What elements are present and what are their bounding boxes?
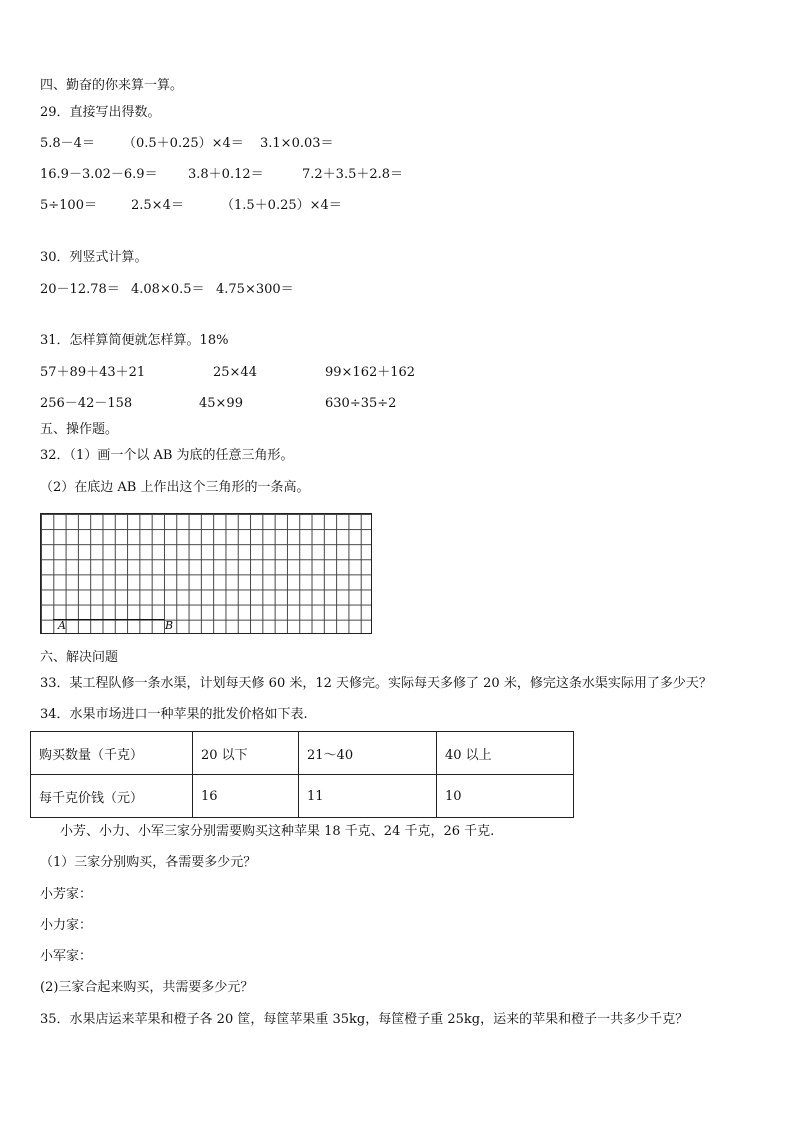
- question-32-part2: （2）在底边 AB 上作出这个三角形的一条高。: [40, 480, 310, 495]
- calc-item: 7.2＋3.5＋2.8＝: [302, 167, 404, 182]
- table-cell: 21～40: [299, 732, 437, 775]
- question-30-title: 30．列竖式计算。: [40, 250, 148, 265]
- question-32-part1: 32．（1）画一个以 AB 为底的任意三角形。: [40, 448, 294, 463]
- question-34-sub2: (2)三家合起来购买，共需要多少元？: [40, 980, 254, 995]
- section-heading-6: 六、解决问题: [40, 650, 119, 665]
- calc-item: 45×99: [199, 396, 243, 411]
- table-row: [31, 732, 574, 775]
- calc-item: 16.9－3.02－6.9＝: [40, 167, 158, 182]
- price-table: [30, 731, 574, 818]
- question-33: 33．某工程队修一条水渠，计划每天修 60 米，12 天修完。实际每天多修了 20 米，修完这条水渠实际用了多少天？: [40, 676, 712, 691]
- table-cell: 11: [299, 775, 437, 818]
- question-29-title: 29．直接写出得数。: [40, 105, 161, 120]
- calc-item: 2.5×4＝: [131, 198, 184, 213]
- question-34-intro: 小芳、小力、小军三家分别需要购买这种苹果 18 千克、24 千克，26 千克.: [60, 824, 495, 839]
- segment-ab: [53, 619, 164, 620]
- calc-item: 630÷35÷2: [325, 396, 397, 411]
- question-31-title: 31．怎样算简便就怎样算。18%: [40, 333, 229, 348]
- calc-item: （1.5＋0.25）×4＝: [221, 198, 342, 213]
- calc-item: 5÷100＝: [40, 198, 97, 213]
- calc-item: 57＋89＋43＋21: [40, 365, 146, 380]
- calc-item: （0.5＋0.25）×4＝: [123, 136, 244, 151]
- calc-item: 256－42－158: [40, 396, 133, 411]
- calc-item: 99×162＋162: [325, 365, 416, 380]
- table-cell: 16: [193, 775, 299, 818]
- question-35: 35．水果店运来苹果和橙子各 20 筐，每筐苹果重 35kg，每筐橙子重 25kg，运来的苹果和橙子一共多少千克？: [40, 1012, 689, 1027]
- section-heading-4: 四、勤奋的你来算一算。: [40, 78, 184, 93]
- point-b-label: B: [165, 619, 174, 632]
- table-cell: 40 以上: [437, 732, 574, 775]
- answer-label-xiaoli: 小力家：: [40, 918, 93, 933]
- answer-label-xiaofang: 小芳家：: [40, 887, 93, 902]
- calc-item: 5.8－4＝: [40, 136, 95, 151]
- calc-item: 4.08×0.5＝: [131, 282, 205, 297]
- answer-label-xiaojun: 小军家：: [40, 949, 93, 964]
- table-cell: 20 以下: [193, 732, 299, 775]
- calc-item: 20－12.78＝: [40, 282, 120, 297]
- table-cell: 购买数量（千克）: [31, 732, 193, 775]
- section-heading-5: 五、操作题。: [40, 422, 119, 437]
- table-cell: 每千克价钱（元）: [31, 775, 193, 818]
- question-34-title: 34．水果市场进口一种苹果的批发价格如下表.: [40, 707, 308, 722]
- calc-item: 3.8＋0.12＝: [188, 167, 264, 182]
- drawing-grid[interactable]: [40, 513, 372, 634]
- point-a-label: A: [58, 619, 66, 632]
- table-row: [31, 775, 574, 818]
- calc-item: 4.75×300＝: [216, 282, 294, 297]
- table-cell: 10: [437, 775, 574, 818]
- calc-item: 3.1×0.03＝: [260, 136, 334, 151]
- calc-item: 25×44: [213, 365, 257, 380]
- question-34-sub1: （1）三家分别购买，各需要多少元？: [40, 855, 257, 870]
